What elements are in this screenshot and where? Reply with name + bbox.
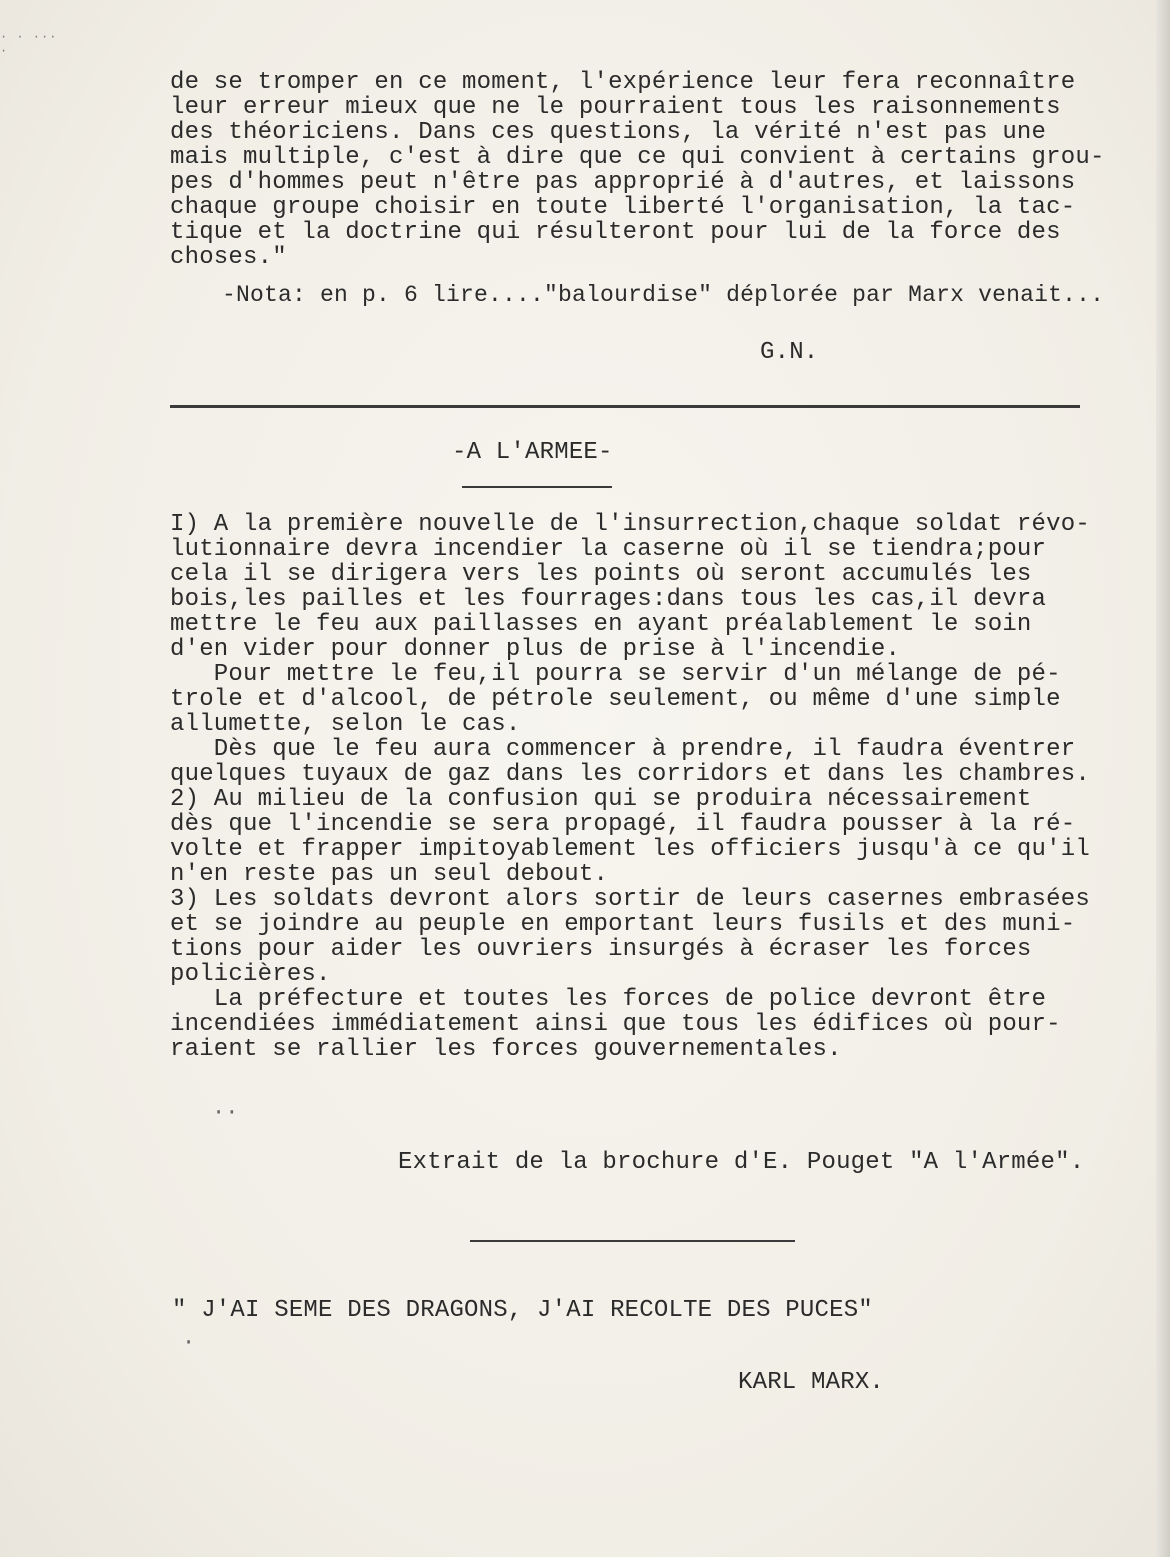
text-line: mettre le feu aux paillasses en ayant préalablement le soin bbox=[170, 611, 1032, 638]
text-line: d'en vider pour donner plus de prise à l'incendie. bbox=[170, 636, 901, 663]
text-line: 3) Les soldats devront alors sortir de leurs casernes embrasées bbox=[170, 886, 1090, 913]
text-line: tique et la doctrine qui résulteront pour lui de la force des bbox=[170, 219, 1061, 246]
text-line: leur erreur mieux que ne le pourraient tous les raisonnements bbox=[170, 94, 1061, 121]
text-line: policières. bbox=[170, 961, 331, 988]
scan-margin-mark: · · ··· · bbox=[0, 30, 58, 58]
text-line: Dès que le feu aura commencer à prendre, il faudra éventrer bbox=[170, 736, 1076, 763]
text-line: incendiées immédiatement ainsi que tous les édifices où pour- bbox=[170, 1011, 1061, 1038]
text-line: tions pour aider les ouvriers insurgés à écraser les forces bbox=[170, 936, 1032, 963]
text-line: n'en reste pas un seul debout. bbox=[170, 861, 609, 888]
text-line: mais multiple, c'est à dire que ce qui convient à certains grou- bbox=[170, 144, 1105, 171]
author-initials: G.N. bbox=[760, 339, 819, 366]
text-line: des théoriciens. Dans ces questions, la vérité n'est pas une bbox=[170, 119, 1047, 146]
text-line: pes d'hommes peut n'être pas approprié à d'autres, et laissons bbox=[170, 169, 1076, 196]
text-line: 2) Au milieu de la confusion qui se produira nécessairement bbox=[170, 786, 1032, 813]
title-underline bbox=[462, 486, 612, 488]
text-line: I) A la première nouvelle de l'insurrection,chaque soldat révo- bbox=[170, 511, 1090, 538]
section-title: -A L'ARMEE- bbox=[452, 439, 613, 466]
stray-ink-mark: ·· bbox=[212, 1100, 239, 1125]
extract-source: Extrait de la brochure d'E. Pouget "A l'Armée". bbox=[398, 1149, 1085, 1176]
stray-ink-mark: · bbox=[182, 1330, 196, 1355]
nota-line: -Nota: en p. 6 lire...."balourdise" déplorée par Marx venait... bbox=[222, 282, 1105, 308]
text-line: cela il se dirigera vers les points où seront accumulés les bbox=[170, 561, 1032, 588]
text-line: de se tromper en ce moment, l'expérience leur fera reconnaître bbox=[170, 69, 1076, 96]
text-line: La préfecture et toutes les forces de police devront être bbox=[170, 986, 1047, 1013]
text-line: lutionnaire devra incendier la caserne où il se tiendra;pour bbox=[170, 536, 1047, 563]
text-line: bois,les pailles et les fourrages:dans tous les cas,il devra bbox=[170, 586, 1047, 613]
text-line: et se joindre au peuple en emportant leurs fusils et des muni- bbox=[170, 911, 1076, 938]
closing-divider bbox=[470, 1240, 795, 1242]
text-line: volte et frapper impitoyablement les officiers jusqu'à ce qu'il bbox=[170, 836, 1090, 863]
section-divider bbox=[170, 405, 1080, 408]
text-line: quelques tuyaux de gaz dans les corridors et dans les chambres. bbox=[170, 761, 1090, 788]
text-line: choses." bbox=[170, 244, 287, 271]
text-line: Pour mettre le feu,il pourra se servir d'un mélange de pé- bbox=[170, 661, 1061, 688]
text-line: allumette, selon le cas. bbox=[170, 711, 521, 738]
text-line: raient se rallier les forces gouvernementales. bbox=[170, 1036, 842, 1063]
text-line: chaque groupe choisir en toute liberté l'organisation, la tac- bbox=[170, 194, 1076, 221]
page-edge-shadow bbox=[1156, 0, 1170, 1557]
quote-author: KARL MARX. bbox=[738, 1369, 885, 1396]
text-line: trole et d'alcool, de pétrole seulement, ou même d'une simple bbox=[170, 686, 1061, 713]
marx-quote: " J'AI SEME DES DRAGONS, J'AI RECOLTE DES PUCES" bbox=[172, 1297, 873, 1324]
text-line: dès que l'incendie se sera propagé, il faudra pousser à la ré- bbox=[170, 811, 1076, 838]
